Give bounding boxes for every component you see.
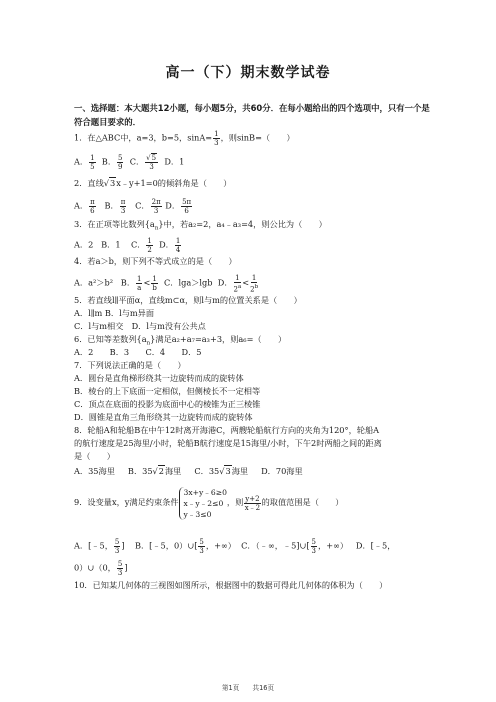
question-5-options-ab: A．l∥m B．l与m异面 <box>74 308 155 318</box>
fraction: $\frac{y+2}{x﹣2}$ <box>244 494 261 512</box>
fraction: $\frac{1}{2^b}$ <box>250 274 259 294</box>
question-8-options: A．35海里 B．35√2海里 C．35√3海里 D．70海里 <box>74 466 303 476</box>
question-9-options-cont: 0）∪（0， $\frac{5}{3}$ ] <box>74 560 128 577</box>
section-heading: 一、选择题：本大题共12小题，每小题5分，共60分．在每小题给出的四个选项中，只有一个是符合题目要求的． <box>74 103 430 127</box>
question-2-options: A． $\frac{\pi}{6}$ B． $\frac{\pi}{3}$ C． $\frac{2\pi}{3}$ D． $\frac{5\pi}{6}$ <box>74 198 192 215</box>
question-7-option-d: D．圆锥是直角三角形绕其一边旋转而成的旋转体 <box>74 412 253 422</box>
fraction: $\frac{5}{3}$ <box>114 538 120 555</box>
question-7-option-c: C．顶点在底面的投影为底面中心的棱锥为正三棱锥 <box>74 399 261 409</box>
fraction: $\frac{5}{3}$ <box>117 560 123 577</box>
page-title: 高一（下）期末数学试卷 <box>165 65 331 81</box>
question-9-options: A．[﹣5， $\frac{5}{3}$ ] B．[﹣5，0）∪[ $\frac{5}{3}$ ，+∞） C．（﹣∞，﹣5]∪[ $\frac{5}{3}$ ，+∞） D．[﹣5， <box>74 538 396 555</box>
question-4: 4．若a＞b，则下列不等式成立的是（ ） <box>74 256 237 266</box>
fraction: $\frac{1}{a}$ <box>137 275 142 293</box>
question-6-options: A．2 B．3 C．4 D．5 <box>74 347 202 357</box>
question-5-options-cd: C．l与m相交 D．l与m没有公共点 <box>74 321 206 331</box>
question-1-options: A． $\frac{1}{5}$ B． $\frac{5}{9}$ C． $\frac{√5}{3}$ D．1 <box>74 154 185 171</box>
fraction: $\frac{5}{9}$ <box>118 154 123 171</box>
question-10: 10．已知某几何体的三视图如图所示，根据图中的数据可得此几何体的体积为（ ） <box>74 580 388 590</box>
question-9: 9．设变量x，y满足约束条件3x+y﹣6≥0 x﹣y﹣2≤0 y﹣3≤0，则 $\frac{y+2}{x﹣2}$ 的取值范围是（ ） <box>74 487 344 519</box>
question-3: 3．在正项等比数列$\{a_n\}$中，若a₂=2，a₄﹣a₃=4，则公比为（ ） <box>74 219 327 232</box>
question-8-line-2: 的航行速度是25海里/小时，轮船B航行速度是15海里/小时，下午2时两船之间的距离 <box>74 438 382 448</box>
question-7-option-a: A．圆台是直角梯形绕其一边旋转而成的旋转体 <box>74 373 244 383</box>
question-4-options: A．a²＞b² B． $\frac{1}{a}$ < $\frac{1}{b}$ C．lga＞lgb D． $\frac{1}{2^a}$ < $\frac{1}{2^b}$ <box>74 274 259 294</box>
fraction: $\frac{1}{b}$ <box>152 275 157 293</box>
question-8-line-3: 是（ ） <box>74 451 115 461</box>
fraction: $\frac{5\pi}{6}$ <box>182 198 192 215</box>
question-6: 6．已知等差数列$\{a_n\}$满足a₂+a₇=a₃+3，则a₆=（ ） <box>74 334 287 347</box>
question-2: 2．直线√3x﹣y+1=0的倾斜角是（ ） <box>74 178 232 188</box>
fraction: $\frac{5}{3}$ <box>311 538 316 555</box>
fraction: $\frac{\pi}{3}$ <box>120 198 126 215</box>
fraction: $\frac{1}{5}$ <box>90 154 95 171</box>
fraction: $\frac{1}{4}$ <box>175 237 181 254</box>
page-footer: 第1页 共16页 <box>221 684 275 692</box>
fraction: $\frac{1}{2}$ <box>147 237 152 254</box>
question-7-option-b: B．棱台的上下底面一定相似，但侧棱长不一定相等 <box>74 386 261 396</box>
question-8-line-1: 8．轮船A和轮船B在中午12时离开海港C，两艘轮船航行方向的夹角为120°，轮船A <box>74 425 380 435</box>
fraction: $\frac{1}{3}$ <box>214 130 219 147</box>
question-5: 5．若直线l∥平面α，直线m⊂α，则l与m的位置关系是（ ） <box>74 295 302 305</box>
fraction: $\frac{1}{2^a}$ <box>233 274 242 294</box>
fraction: $\frac{\pi}{6}$ <box>90 198 95 215</box>
question-3-options: A．2 B．1 C． $\frac{1}{2}$ D． $\frac{1}{4}$ <box>74 237 181 254</box>
fraction: $\frac{2\pi}{3}$ <box>151 198 161 215</box>
question-1: 1．在△ABC中，a=3，b=5，sinA= $\frac{1}{3}$ ，则sinB=（ ） <box>74 130 295 147</box>
fraction: $\frac{5}{3}$ <box>199 538 204 555</box>
fraction: $\frac{√5}{3}$ <box>146 154 157 171</box>
question-7: 7．下列说法正确的是（ ） <box>74 360 186 370</box>
constraint-system: 3x+y﹣6≥0 x﹣y﹣2≤0 y﹣3≤0 <box>179 487 227 520</box>
